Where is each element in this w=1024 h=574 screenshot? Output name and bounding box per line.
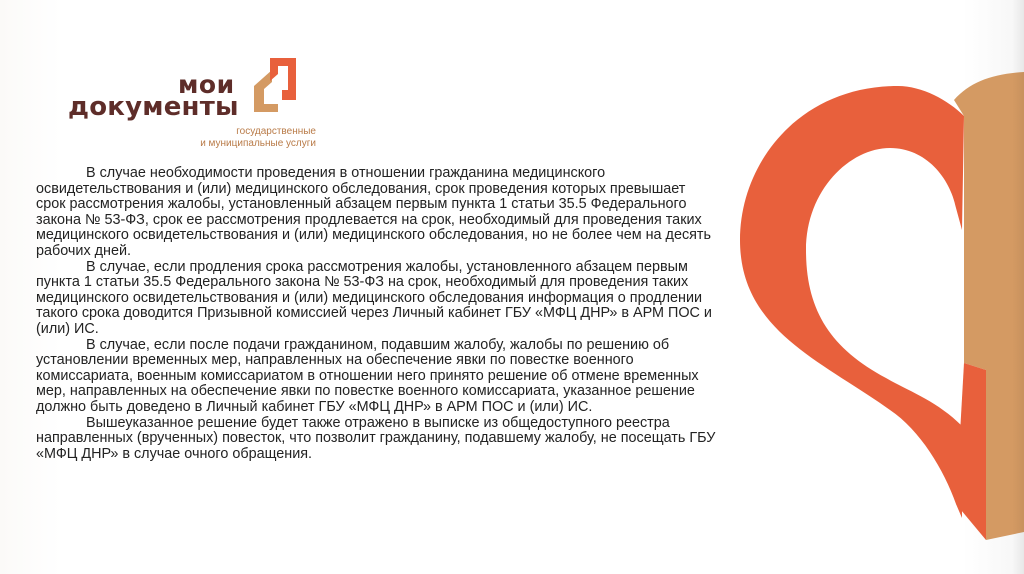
paragraph-1: В случае необходимости проведения в отношении гражданина медицинского освидетельствования и (или) медицинского обследования, срок проведения которых превышает срок рассмотрения жалобы, установленный абзацем первым пункта 1 статьи 35.5 Федерального закона № 53-ФЗ, срок ее рассмотрения продлевается на срок, необходимый для проведения таких медицинского освидетельствования и (или) медицинского обследования, но не более чем на десять рабочих дней. (36, 165, 712, 259)
heart-orange-band (740, 86, 964, 518)
logo-emblem-icon (252, 56, 302, 114)
paragraph-4: Вышеуказанное решение будет также отражено в выписке из общедоступного реестра направленных (врученных) повесток, что позволит гражданину, подавшему жалобу, не посещать ГБУ «МФЦ ДНР» в случае очного обращения. (36, 414, 716, 462)
logo-subtitle (146, 126, 316, 150)
paragraph-2: В случае, если продления срока рассмотрения жалобы, установленного абзацем первым пункта 1 статьи 35.5 Федерального закона № 53-ФЗ на срок, необходимый для проведения таких медицинского освидетельствования и (или) медицинского обследования информация о продлении такого срока доводится Призывной комиссией через Личный кабинет ГБУ «МФЦ ДНР» в АРМ ПОС и (или) ИС. (36, 258, 712, 337)
moi-dokumenty-logo (66, 52, 316, 152)
logo-subtitle-line2: и муниципальные услуги (200, 138, 316, 149)
logo-wordmark-line1: мои (178, 70, 235, 99)
paragraph-3: В случае, если после подачи гражданином, подавшим жалобу, жалобы по решению об установлении временных мер, направленных на обеспечение явки по повестке военного комиссариата, военным комиссариатом в отношении него принято решение об отмене временных мер, направленных на обеспечение явки по повестке военного комиссариата, указанное решение должно быть доведено в Личный кабинет ГБУ «МФЦ ДНР» в АРМ ПОС и (или) ИС. (36, 336, 699, 415)
decorative-heart-icon (700, 30, 1024, 550)
right-edge-shadow (1012, 0, 1024, 574)
logo-emblem-orange (270, 58, 296, 100)
body-text (36, 166, 716, 462)
logo-wordmark-line2: документы (68, 92, 239, 122)
logo-subtitle-line1: государственные (236, 126, 316, 137)
